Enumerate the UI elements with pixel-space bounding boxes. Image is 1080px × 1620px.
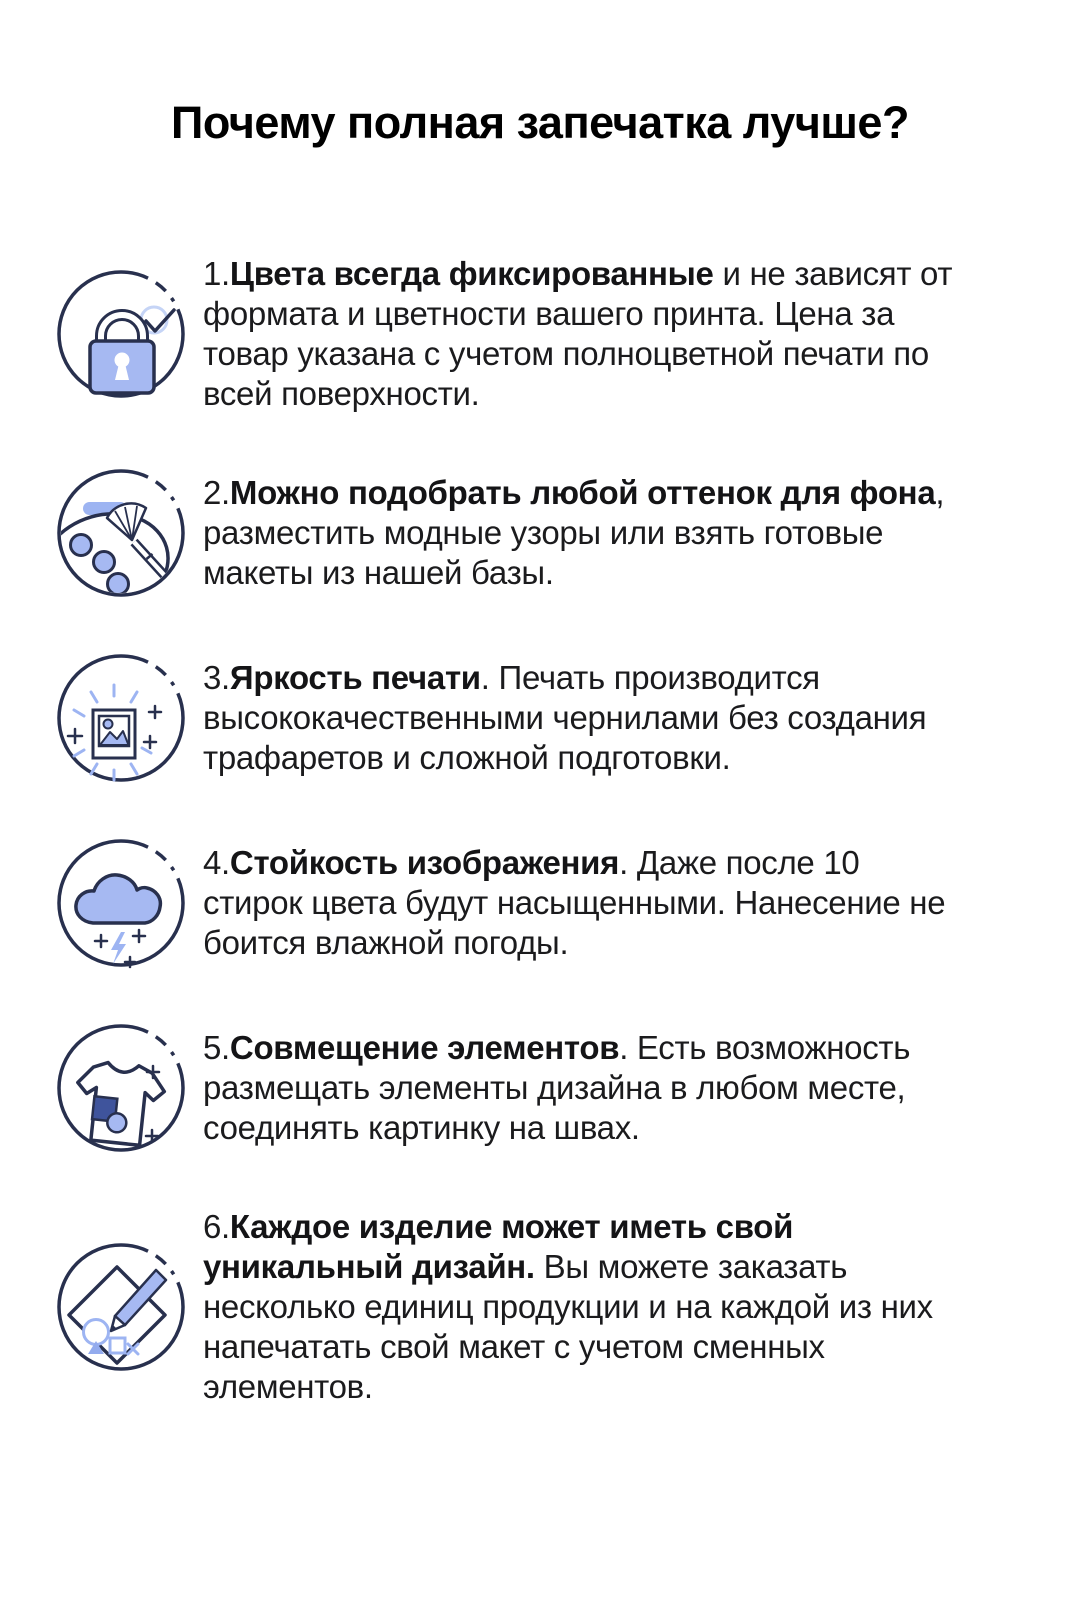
benefit-item-6 [55, 1207, 1080, 1407]
benefit-body: и не зависят от формата и цветности вашего принта. Цена за товар указана с учетом полноцветной печати по всей поверхности. [203, 255, 953, 412]
benefit-text [203, 254, 955, 414]
benefit-number: 1. [203, 255, 230, 292]
benefit-body: . Есть возможность размещать элементы дизайна в любом месте, соединять картинку на швах. [203, 1029, 911, 1146]
benefit-highlight: Совмещение элементов [229, 1029, 620, 1066]
palette-brush-icon [55, 467, 187, 599]
benefit-body: Вы можете заказать несколько единиц продукции и на каждой из них напечатать свой макет с учетом сменных элементов. [203, 1248, 933, 1405]
benefit-number: 6. [203, 1208, 230, 1245]
benefit-highlight: Можно подобрать любой оттенок для фона [229, 474, 936, 511]
benefit-body: , разместить модные узоры или взять готовые макеты из нашей базы. [203, 474, 945, 591]
benefit-body: . Даже после 10 стирок цвета будут насыщенными. Нанесение не боится влажной погоды. [203, 844, 946, 961]
benefit-body: . Печать производится высококачественными чернилами без создания трафаретов и сложной подготовки. [203, 659, 927, 776]
benefit-text [203, 1207, 955, 1407]
benefit-item-2 [55, 467, 1080, 599]
page-title: Почему полная запечатка лучше? [171, 97, 909, 148]
benefit-text [203, 1028, 955, 1148]
benefit-item-4 [55, 837, 1080, 969]
benefits-list [0, 254, 1080, 1407]
benefit-text [203, 658, 955, 778]
benefit-highlight: Каждое изделие может иметь свой уникальный дизайн. [203, 1208, 794, 1285]
bright-image-icon [55, 652, 187, 784]
benefit-number: 2. [203, 474, 230, 511]
benefit-number: 4. [203, 844, 230, 881]
tshirt-elements-icon [55, 1022, 187, 1154]
pencil-design-icon [55, 1241, 187, 1373]
lock-check-icon [55, 268, 187, 400]
benefit-text [203, 843, 955, 963]
benefit-item-1 [55, 254, 1080, 414]
benefit-text [203, 473, 955, 593]
benefit-item-3 [55, 652, 1080, 784]
cloud-lightning-icon [55, 837, 187, 969]
benefit-highlight: Яркость печати [229, 659, 481, 696]
benefit-number: 3. [203, 659, 230, 696]
benefit-highlight: Стойкость изображения [229, 844, 620, 881]
benefit-number: 5. [203, 1029, 230, 1066]
benefit-highlight: Цвета всегда фиксированные [229, 255, 714, 292]
benefit-item-5 [55, 1022, 1080, 1154]
